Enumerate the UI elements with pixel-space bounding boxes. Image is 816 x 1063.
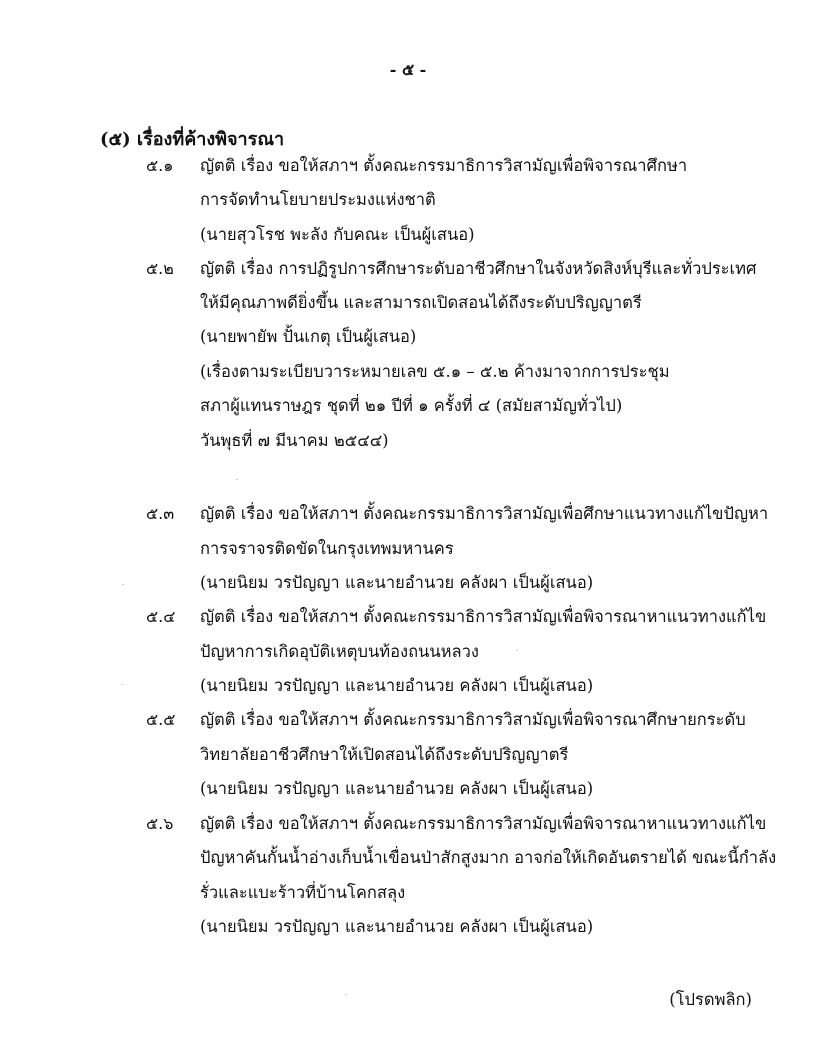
item-proposer: (นายพายัพ ปั้นเกตุ เป็นผู้เสนอ) xyxy=(200,327,417,346)
item-title-line: วิทยาลัยอาชีวศึกษาให้เปิดสอนได้ถึงระดับปริญญาตรี xyxy=(200,745,569,764)
item-proposer: (นายสุวโรช พะลัง กับคณะ เป็นผู้เสนอ) xyxy=(200,225,475,244)
item-title-line: ญัตติ เรื่อง ขอให้สภาฯ ตั้งคณะกรรมาธิการวิสามัญเพื่อศึกษาแนวทางแก้ไขปัญหา xyxy=(200,504,769,523)
page-number: - ๕ - xyxy=(389,60,427,79)
item-title-line: ปัญหาคันกั้นน้ำอ่างเก็บน้ำเขื่อนป่าสักสูงมาก อาจก่อให้เกิดอันตรายได้ ขณะนี้กำลัง xyxy=(200,848,777,867)
item-proposer: (นายนิยม วรปัญญา และนายอำนวย คลังผา เป็นผู้เสนอ) xyxy=(200,573,594,592)
item-number: ๕.๔ xyxy=(146,607,176,626)
item-title-line: รั่วและแบะร้าวที่บ้านโคกสลุง xyxy=(200,883,406,902)
item-title-line: ญัตติ เรื่อง ขอให้สภาฯ ตั้งคณะกรรมาธิการวิสามัญเพื่อพิจารณาหาแนวทางแก้ไข xyxy=(200,814,767,833)
item-proposer: (นายนิยม วรปัญญา และนายอำนวย คลังผา เป็นผู้เสนอ) xyxy=(200,917,594,936)
item-title-line: การจัดทำนโยบายประมงแห่งชาติ xyxy=(200,190,436,209)
item-proposer: (นายนิยม วรปัญญา และนายอำนวย คลังผา เป็นผู้เสนอ) xyxy=(200,676,594,695)
scan-speck xyxy=(122,584,124,585)
item-note-line: วันพุธที่ ๗ มีนาคม ๒๕๔๔) xyxy=(200,431,389,450)
scan-speck xyxy=(345,994,347,995)
scan-speck xyxy=(121,684,123,685)
item-number: ๕.๓ xyxy=(146,504,175,523)
item-title-line: ปัญหาการเกิดอุบัติเหตุบนท้องถนนหลวง xyxy=(200,642,479,661)
item-proposer: (นายนิยม วรปัญญา และนายอำนวย คลังผา เป็นผู้เสนอ) xyxy=(200,779,594,798)
item-title-line: การจราจรติดขัดในกรุงเทพมหานคร xyxy=(200,539,454,558)
item-number: ๕.๑ xyxy=(146,156,174,175)
please-turn-over-note: (โปรดพลิก) xyxy=(669,990,752,1009)
item-title-line: ญัตติ เรื่อง การปฏิรูปการศึกษาระดับอาชีวศึกษาในจังหวัดสิงห์บุรีและทั่วประเทศ xyxy=(200,259,757,278)
scan-speck xyxy=(516,650,518,651)
scan-speck xyxy=(236,479,238,480)
item-title-line: ญัตติ เรื่อง ขอให้สภาฯ ตั้งคณะกรรมาธิการวิสามัญเพื่อพิจารณาหาแนวทางแก้ไข xyxy=(200,607,767,626)
item-title-line: ญัตติ เรื่อง ขอให้สภาฯ ตั้งคณะกรรมาธิการวิสามัญเพื่อพิจารณาศึกษายกระดับ xyxy=(200,710,746,729)
item-number: ๕.๖ xyxy=(146,814,174,833)
item-note-line: สภาผู้แทนราษฎร ชุดที่ ๒๑ ปีที่ ๑ ครั้งที่ ๔ (สมัยสามัญทั่วไป) xyxy=(200,396,623,415)
item-note-line: (เรื่องตามระเบียบวาระหมายเลข ๕.๑ – ๕.๒ ค้างมาจากการประชุม xyxy=(200,362,670,381)
section-heading: (๕) เรื่องที่ค้างพิจารณา xyxy=(100,129,285,150)
item-title-line: ให้มีคุณภาพดียิ่งขึ้น และสามารถเปิดสอนได้ถึงระดับปริญญาตรี xyxy=(200,293,642,312)
item-number: ๕.๒ xyxy=(146,259,174,278)
item-number: ๕.๕ xyxy=(146,710,176,729)
item-title-line: ญัตติ เรื่อง ขอให้สภาฯ ตั้งคณะกรรมาธิการวิสามัญเพื่อพิจารณาศึกษา xyxy=(200,156,688,175)
